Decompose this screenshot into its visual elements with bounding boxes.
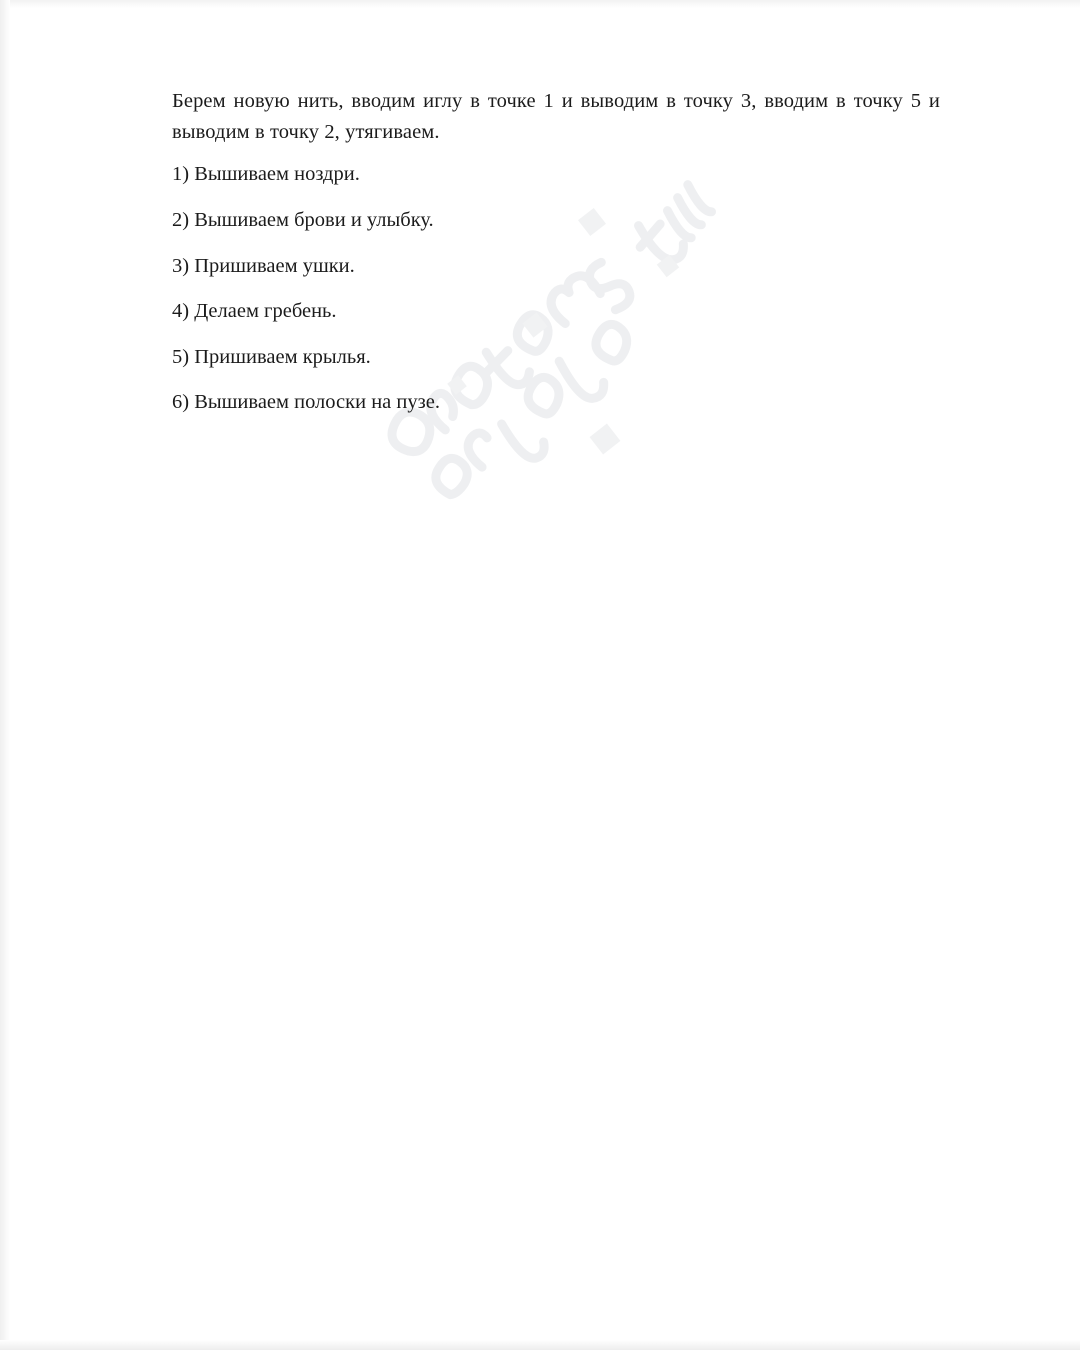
list-item: 3) Пришиваем ушки. xyxy=(172,254,355,277)
list-item: 5) Пришиваем крылья. xyxy=(172,345,371,368)
scan-edge-bottom xyxy=(0,1340,1080,1350)
list-item: 1) Вышиваем ноздри. xyxy=(172,163,360,186)
list-item: 6) Вышиваем полоски на пузе. xyxy=(172,391,440,414)
scan-edge-top xyxy=(0,0,1080,8)
document-body xyxy=(172,86,940,436)
list-item: 4) Делаем гребень. xyxy=(172,300,337,323)
intro-paragraph: Берем новую нить, вводим иглу в точке 1 и выводим в точку 3, вводим в точку 5 и выводим в точку 2, утягиваем. xyxy=(172,90,940,144)
scan-edge-left xyxy=(0,0,10,1350)
list-item: 2) Вышиваем брови и улыбку. xyxy=(172,208,434,231)
steps-list xyxy=(172,162,940,415)
